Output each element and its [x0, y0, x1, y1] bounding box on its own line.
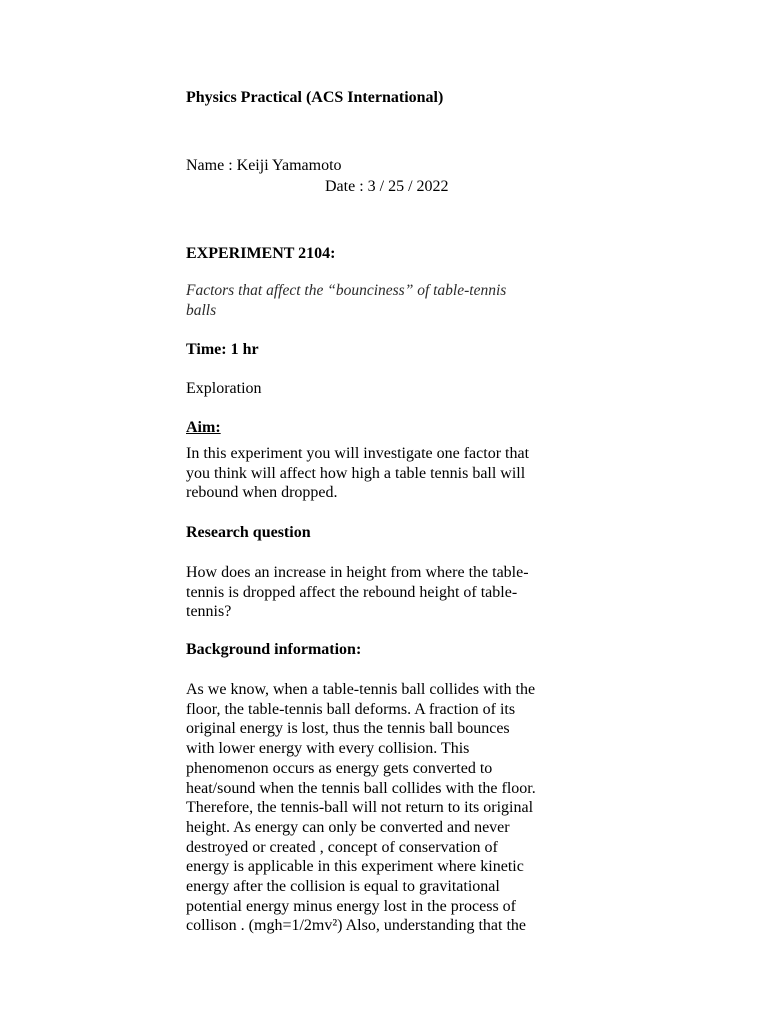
background-line: phenomenon occurs as energy gets converted to: [186, 759, 493, 777]
aim-paragraph: [186, 444, 586, 503]
name-line: Name : Keiji Yamamoto: [186, 157, 342, 174]
background-heading: Background information:: [186, 641, 362, 658]
aim-heading: Aim:: [186, 419, 221, 436]
aim-line: In this experiment you will investigate one factor that: [186, 445, 530, 462]
background-line: Therefore, the tennis-ball will not return to its original: [186, 799, 534, 817]
background-line: floor, the table-tennis ball deforms. A fraction of its: [186, 700, 516, 718]
experiment-heading: EXPERIMENT 2104:: [186, 245, 336, 262]
background-line: As we know, when a table-tennis ball collides with the: [186, 681, 536, 698]
research-heading: Research question: [186, 524, 311, 541]
document-title: Physics Practical (ACS International): [186, 89, 444, 106]
subtitle-line-2: balls: [186, 302, 217, 319]
background-line: collison . (mgh=1/2mv²) Also, understanding that the: [186, 917, 527, 935]
subtitle-line-1: Factors that affect the “bounciness” of table-tennis: [186, 282, 507, 299]
research-line: tennis?: [186, 603, 232, 621]
background-line: potential energy minus energy lost in the process of: [186, 897, 517, 915]
aim-line: you think will affect how high a table tennis ball will: [186, 464, 526, 482]
background-paragraph: [186, 680, 586, 936]
background-line: height. As energy can only be converted and never: [186, 818, 510, 836]
background-line: energy is applicable in this experiment where kinetic: [186, 858, 524, 876]
background-line: energy after the collision is equal to gravitational: [186, 878, 500, 896]
date-line: Date : 3 / 25 / 2022: [325, 178, 449, 195]
background-line: heat/sound when the tennis ball collides with the floor.: [186, 779, 536, 797]
research-line: tennis is dropped affect the rebound height of table-: [186, 583, 518, 601]
time-label: Time: 1 hr: [186, 341, 259, 358]
background-line: destroyed or created , concept of conservation of: [186, 838, 498, 856]
background-line: original energy is lost, thus the tennis ball bounces: [186, 720, 510, 738]
research-line: How does an increase in height from where the table-: [186, 564, 529, 581]
research-paragraph: [186, 563, 586, 622]
aim-line: rebound when dropped.: [186, 484, 338, 502]
exploration-label: Exploration: [186, 380, 262, 397]
background-line: with lower energy with every collision. This: [186, 740, 470, 758]
